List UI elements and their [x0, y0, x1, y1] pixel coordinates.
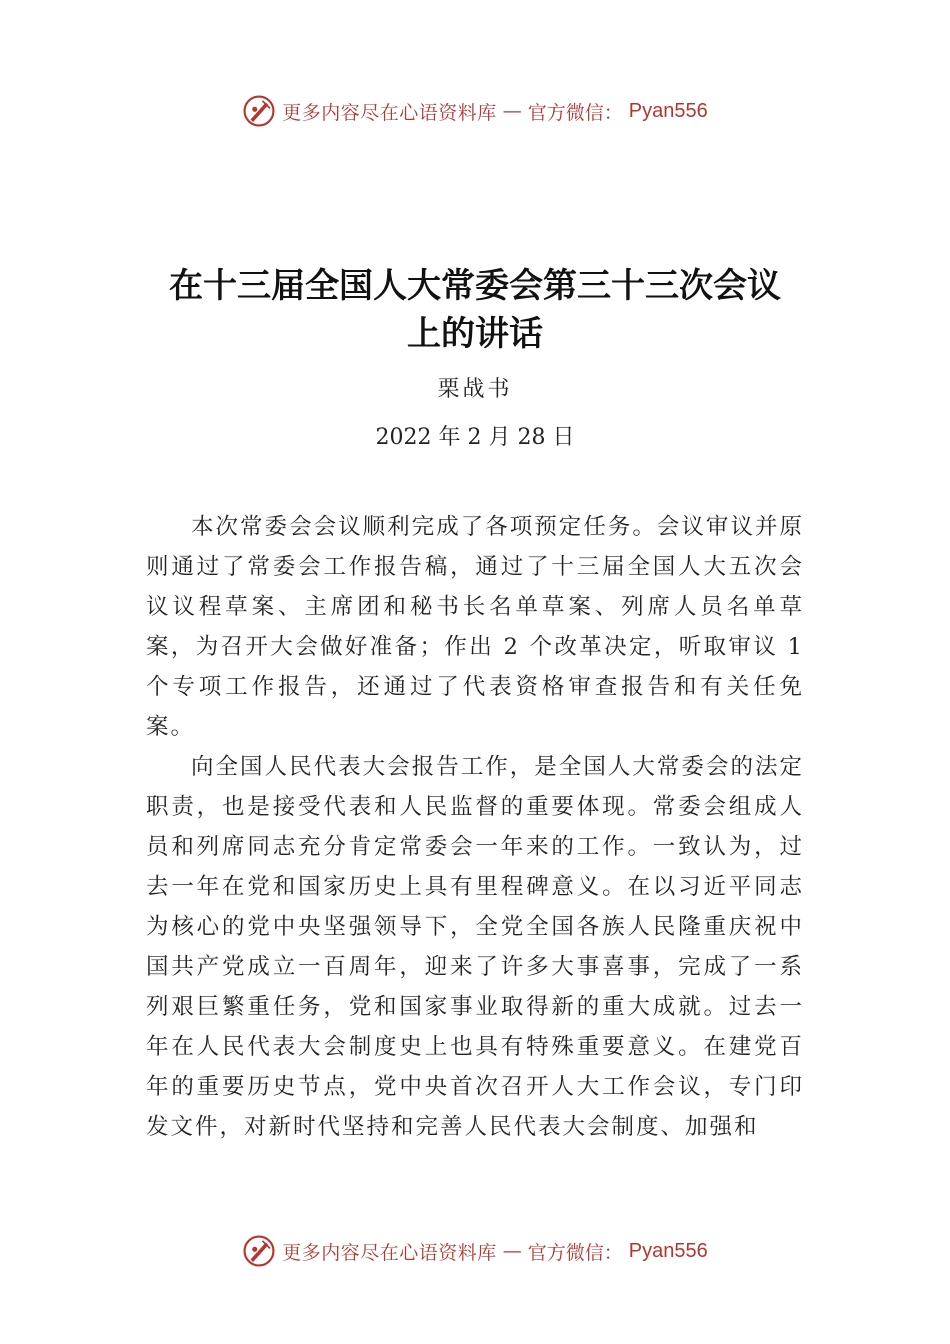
banner-label: 官方微信： — [527, 1241, 623, 1264]
header-banner — [0, 94, 950, 128]
brand-logo-icon — [242, 1234, 276, 1268]
banner-label: 官方微信： — [527, 101, 623, 124]
author: 栗战书 — [437, 377, 513, 402]
banner-dash: — — [502, 1240, 522, 1262]
banner-dash: — — [502, 100, 522, 122]
paragraph: 本次常委会会议顺利完成了各项预定任务。会议审议并原则通过了常委会工作报告稿，通过了十三届全国人大五次会议议程草案、主席团和秘书长名单草案、列席人员名单草案，为召开大会做好准备；作出 2 个改革决定，听取审议 1 个专项工作报告，还通过了代表资格审查报告和有关任免案。 — [146, 514, 804, 740]
banner-wechat-id: Pyan556 — [628, 1239, 708, 1262]
banner-wechat-id: Pyan556 — [628, 99, 708, 122]
document-body — [146, 507, 804, 1147]
banner-text: 更多内容尽在心语资料库 — [282, 1241, 497, 1264]
footer-banner — [0, 1234, 950, 1268]
document-title — [0, 262, 950, 358]
date: 2022 年 2 月 28 日 — [375, 425, 575, 450]
paragraph: 向全国人民代表大会报告工作，是全国人大常委会的法定职责，也是接受代表和人民监督的重要体现。常委会组成人员和列席同志充分肯定常委会一年来的工作。一致认为，过去一年在党和国家历史上具有里程碑意义。在以习近平同志为核心的党中央坚强领导下，全党全国各族人民隆重庆祝中国共产党成立一百周年，迎来了许多大事喜事，完成了一系列艰巨繁重任务，党和国家事业取得新的重大成就。过去一年在人民代表大会制度史上也具有特殊重要意义。在建党百年的重要历史节点，党中央首次召开人大工作会议，专门印发文件，对新时代坚持和完善人民代表大会制度、加强和 — [146, 754, 804, 1140]
banner-text: 更多内容尽在心语资料库 — [282, 101, 497, 124]
brand-logo-icon — [242, 94, 276, 128]
title-line-1: 在十三届全国人大常委会第三十三次会议 — [169, 266, 781, 306]
title-line-2: 上的讲话 — [407, 314, 543, 354]
